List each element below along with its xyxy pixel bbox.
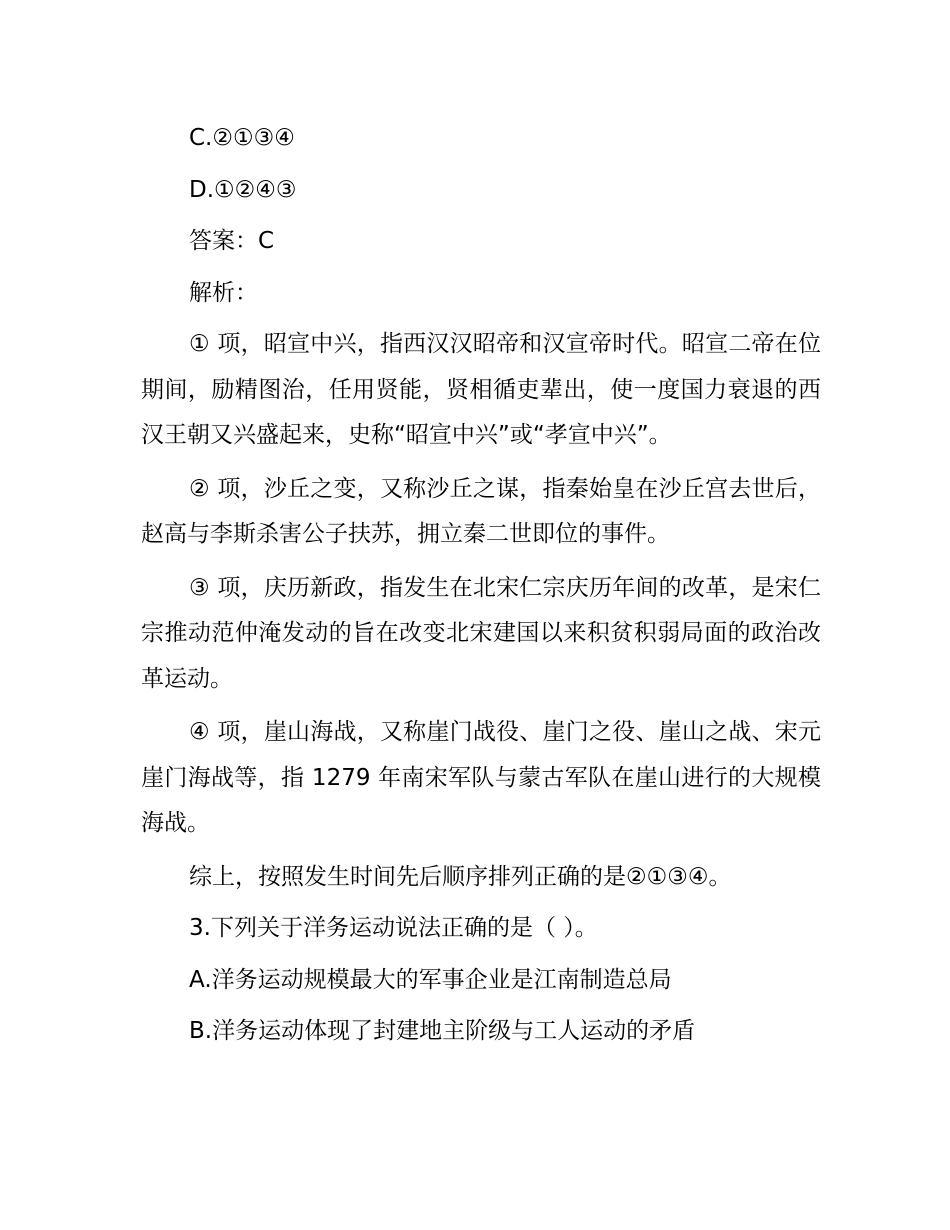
analysis-heading: 解析： — [189, 279, 258, 306]
question-3: 3.下列关于洋务运动说法正确的是（ ）。 — [189, 915, 598, 941]
option-c: C.②①③④ — [189, 125, 295, 151]
option-d: D.①②④③ — [189, 176, 297, 203]
answer-line: 答案：C — [189, 228, 275, 254]
analysis-item-1: ① 项，昭宣中兴，指西汉汉昭帝和汉宣帝时代。昭宣二帝在位期间，励精图治，任用贤能，贤相循吏辈出，使一度国力衰退的西汉王朝又兴盛起来，史称“昭宣中兴”或“孝宣中兴”。 — [141, 331, 821, 448]
conclusion-line: 综上，按照发生时间先后顺序排列正确的是②①③④。 — [189, 863, 732, 890]
analysis-item-2: ② 项，沙丘之变，又称沙丘之谋，指秦始皇在沙丘宫去世后，赵高与李斯杀害公子扶苏，拥立秦二世即位的事件。 — [141, 475, 821, 547]
document-body — [141, 116, 821, 1061]
question-3-option-a: A.洋务运动规模最大的军事企业是江南制造总局 — [189, 966, 672, 993]
question-3-option-b: B.洋务运动体现了封建地主阶级与工人运动的矛盾 — [189, 1018, 696, 1044]
analysis-item-3: ③ 项，庆历新政，指发生在北宋仁宗庆历年间的改革，是宋仁宗推动范仲淹发动的旨在改变北宋建国以来积贫积弱局面的政治改革运动。 — [141, 574, 821, 692]
analysis-item-4: ④ 项，崖山海战，又称崖门战役、崖门之役、崖山之战、宋元崖门海战等，指 1279 年南宋军队与蒙古军队在崖山进行的大规模海战。 — [141, 719, 821, 836]
